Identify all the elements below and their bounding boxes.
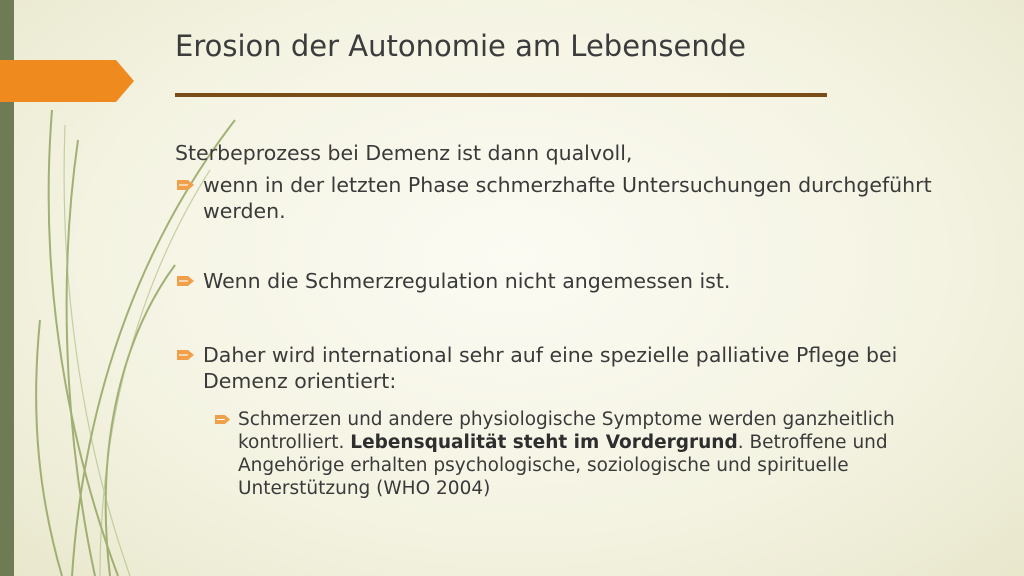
bullet-item-1 (175, 172, 965, 224)
bullet-text: Daher wird international sehr auf eine spezielle palliative Pflege bei Demenz orientiert: (203, 343, 898, 393)
title-underline (175, 93, 827, 97)
bullet-text: Wenn die Schmerzregulation nicht angemessen ist. (203, 269, 731, 293)
sub-bullet-text: Schmerzen und andere physiologische Symptome werden ganzheitlich kontrolliert. (238, 409, 895, 453)
sub-bullet-emphasis: Lebensqualität steht im Vordergrund (350, 432, 738, 453)
arrow-marker-icon (215, 414, 231, 425)
bullet-item-3 (175, 342, 965, 394)
slide-title: Erosion der Autonomie am Lebensende (175, 29, 747, 63)
arrow-marker-icon (177, 349, 195, 361)
sub-bullet-item (175, 408, 965, 500)
orange-arrow-tab-icon (0, 60, 134, 102)
sub-bullet-text-end: . Betroffene und Angehörige erhalten psychologische, soziologische und spirituelle Unterstützung (WHO 2004) (238, 432, 888, 499)
slide-body (175, 140, 965, 500)
bullet-text: wenn in der letzten Phase schmerzhafte Untersuchungen durchgeführt werden. (203, 173, 932, 223)
arrow-marker-icon (177, 179, 195, 191)
arrow-marker-icon (177, 275, 195, 287)
intro-line: Sterbeprozess bei Demenz ist dann qualvoll, (175, 141, 633, 165)
bullet-item-2 (175, 268, 965, 294)
